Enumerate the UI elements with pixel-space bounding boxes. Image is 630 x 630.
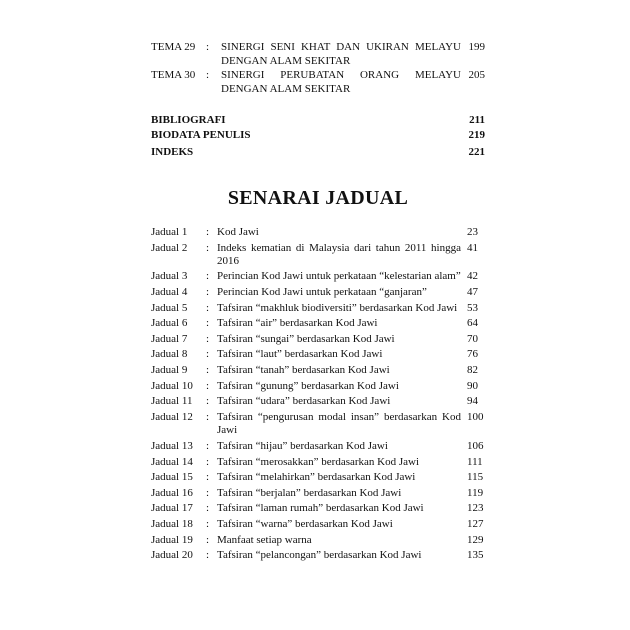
table-list-page: 119 — [467, 487, 484, 499]
table-list-title: Perincian Kod Jawi untuk perkataan “ganjaran” — [217, 286, 427, 298]
table-list-label: Jadual 13 — [151, 440, 193, 452]
toc-entry-label: BIODATA PENULIS — [151, 129, 251, 141]
table-list-title: Tafsiran “gunung” berdasarkan Kod Jawi — [217, 380, 399, 392]
table-list-title-line2: 2016 — [217, 255, 239, 267]
toc-entry-page: 199 — [468, 41, 485, 53]
table-list-colon: : — [206, 518, 210, 530]
table-list-colon: : — [206, 242, 210, 254]
toc-entry-indeks[interactable] — [151, 145, 485, 159]
table-list-colon: : — [206, 456, 210, 468]
toc-entry-label: TEMA 29 — [151, 41, 196, 53]
toc-entry-title-line1: SINERGI SENI KHAT DAN UKIRAN MELAYU — [221, 41, 461, 53]
table-list-page: 76 — [467, 348, 478, 360]
table-list-title: Tafsiran “sungai” berdasarkan Kod Jawi — [217, 333, 395, 345]
table-list-label: Jadual 3 — [151, 270, 188, 282]
table-list-label: Jadual 18 — [151, 518, 193, 530]
toc-entry-page: 211 — [469, 114, 485, 126]
toc-entry-title — [221, 40, 461, 68]
table-list-title: Tafsiran “makhluk biodiversiti” berdasarkan Kod Jawi — [217, 302, 458, 314]
table-list-title — [217, 242, 461, 268]
table-list-title: Tafsiran “laman rumah” berdasarkan Kod Jawi — [217, 502, 424, 514]
table-list-page: 111 — [467, 456, 483, 468]
table-list-colon: : — [206, 549, 210, 561]
table-list-page: 123 — [467, 502, 484, 514]
table-list-title: Tafsiran “air” berdasarkan Kod Jawi — [217, 317, 378, 329]
table-list-title: Tafsiran “melahirkan” berdasarkan Kod Jawi — [217, 471, 416, 483]
table-list-title-line1: Indeks kematian di Malaysia dari tahun 2011 hingga — [217, 242, 461, 254]
table-list-label: Jadual 14 — [151, 456, 193, 468]
table-list-title: Kod Jawi — [217, 226, 259, 238]
table-list-colon: : — [206, 395, 210, 407]
table-list-label: Jadual 4 — [151, 286, 188, 298]
table-list-title — [217, 411, 461, 437]
table-list-page: 70 — [467, 333, 478, 345]
table-list-title-line1: Tafsiran “pengurusan modal insan” berdasarkan Kod — [217, 411, 461, 423]
table-list-label: Jadual 10 — [151, 380, 193, 392]
toc-entry-title-line2: DENGAN ALAM SEKITAR — [221, 83, 351, 95]
table-list-label: Jadual 20 — [151, 549, 193, 561]
table-list-page: 41 — [467, 242, 478, 254]
table-list-page: 23 — [467, 226, 478, 238]
table-list-page: 135 — [467, 549, 484, 561]
table-list-label: Jadual 11 — [151, 395, 193, 407]
table-list-title-line2: Jawi — [217, 424, 238, 436]
table-list-colon: : — [206, 534, 210, 546]
toc-entry-colon: : — [206, 69, 210, 81]
table-list-colon: : — [206, 270, 210, 282]
toc-entry-bibliografi[interactable] — [151, 113, 485, 127]
table-list-title: Tafsiran “hijau” berdasarkan Kod Jawi — [217, 440, 388, 452]
table-list-label: Jadual 6 — [151, 317, 188, 329]
table-list-colon: : — [206, 380, 210, 392]
table-list-label: Jadual 8 — [151, 348, 188, 360]
table-list-title: Tafsiran “warna” berdasarkan Kod Jawi — [217, 518, 393, 530]
table-list-label: Jadual 1 — [151, 226, 188, 238]
table-list-colon: : — [206, 286, 210, 298]
table-list-title: Tafsiran “pelancongan” berdasarkan Kod Jawi — [217, 549, 422, 561]
table-list-label: Jadual 15 — [151, 471, 193, 483]
table-list-colon: : — [206, 348, 210, 360]
table-list-label: Jadual 9 — [151, 364, 188, 376]
table-list-colon: : — [206, 333, 210, 345]
table-list-colon: : — [206, 502, 210, 514]
table-list-title: Tafsiran “udara” berdasarkan Kod Jawi — [217, 395, 391, 407]
table-list-page: 100 — [467, 411, 484, 423]
table-list-colon: : — [206, 411, 210, 423]
table-list-page: 53 — [467, 302, 478, 314]
toc-entry-page: 205 — [468, 69, 485, 81]
table-list-colon: : — [206, 226, 210, 238]
table-list-page: 106 — [467, 440, 484, 452]
table-list-colon: : — [206, 471, 210, 483]
table-list-title: Tafsiran “laut” berdasarkan Kod Jawi — [217, 348, 383, 360]
toc-entry-title — [221, 68, 461, 96]
table-list-label: Jadual 17 — [151, 502, 193, 514]
table-list-page: 94 — [467, 395, 478, 407]
toc-entry-page: 219 — [468, 129, 485, 141]
toc-entry-page: 221 — [468, 146, 485, 158]
toc-entry-colon: : — [206, 41, 210, 53]
table-list-colon: : — [206, 364, 210, 376]
toc-entry-label: BIBLIOGRAFI — [151, 114, 226, 126]
table-list-page: 115 — [467, 471, 484, 483]
table-list-label: Jadual 5 — [151, 302, 188, 314]
table-list-page: 47 — [467, 286, 478, 298]
toc-entry-biodata-penulis[interactable] — [151, 128, 485, 142]
table-list-label: Jadual 16 — [151, 487, 193, 499]
toc-entry-label: INDEKS — [151, 146, 194, 158]
table-list-label: Jadual 7 — [151, 333, 188, 345]
table-list-title: Tafsiran “tanah” berdasarkan Kod Jawi — [217, 364, 390, 376]
table-list-title: Tafsiran “merosakkan” berdasarkan Kod Jawi — [217, 456, 420, 468]
toc-entry-title-line2: DENGAN ALAM SEKITAR — [221, 55, 351, 67]
table-list-title: Manfaat setiap warna — [217, 534, 312, 546]
table-list-title: Perincian Kod Jawi untuk perkataan “kelestarian alam” — [217, 270, 461, 282]
table-list-label: Jadual 19 — [151, 534, 193, 546]
table-list-label: Jadual 2 — [151, 242, 188, 254]
table-list-page: 127 — [467, 518, 484, 530]
table-list-colon: : — [206, 302, 210, 314]
table-list-title: Tafsiran “berjalan” berdasarkan Kod Jawi — [217, 487, 402, 499]
table-list-page: 64 — [467, 317, 478, 329]
table-list-page: 82 — [467, 364, 478, 376]
table-list-label: Jadual 12 — [151, 411, 193, 423]
table-list-colon: : — [206, 487, 210, 499]
table-list-page: 42 — [467, 270, 478, 282]
section-heading: SENARAI JADUAL — [227, 187, 409, 209]
table-list-colon: : — [206, 317, 210, 329]
table-list-page: 129 — [467, 534, 484, 546]
table-list-colon: : — [206, 440, 210, 452]
table-list-page: 90 — [467, 380, 478, 392]
toc-entry-title-line1: SINERGI PERUBATAN ORANG MELAYU — [221, 69, 461, 81]
toc-entry-label: TEMA 30 — [151, 69, 196, 81]
